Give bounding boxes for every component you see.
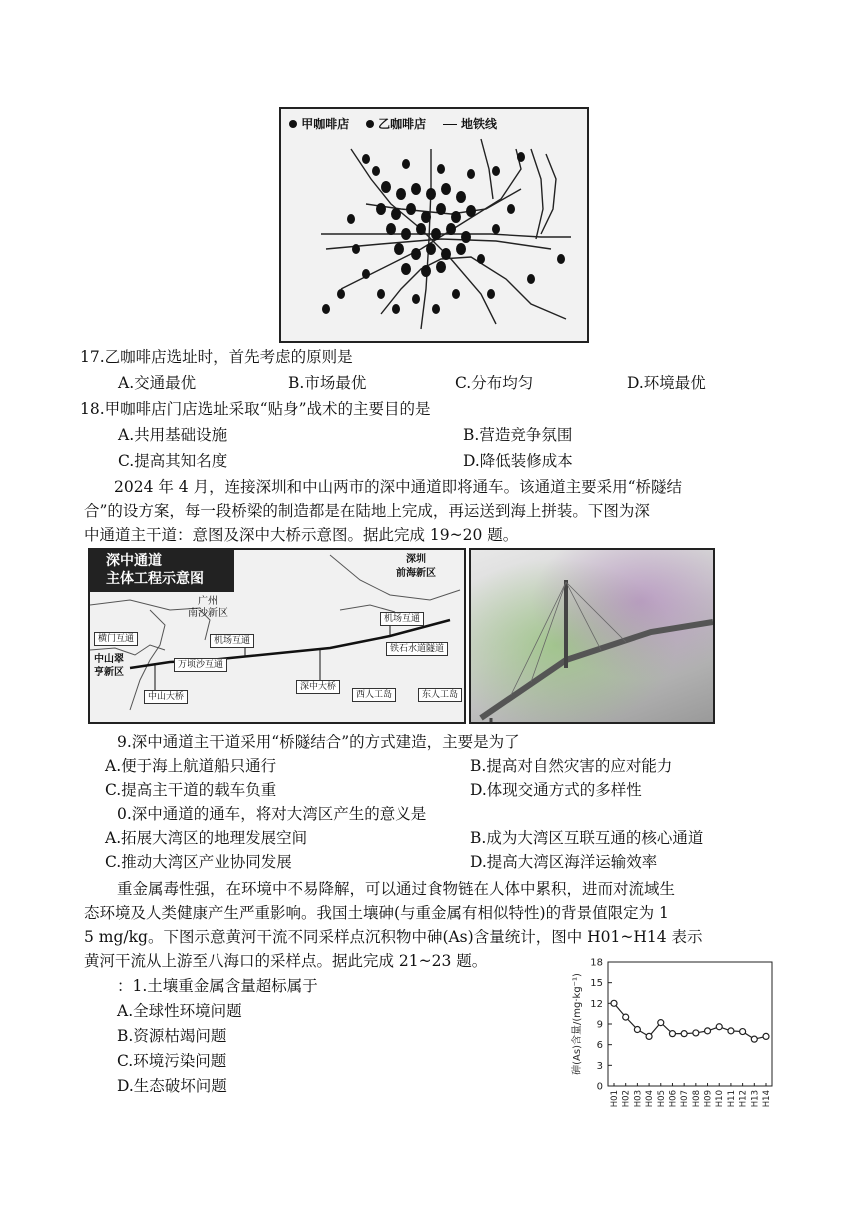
q17-option-b: B.市场最优 <box>288 374 367 392</box>
data-point <box>669 1031 675 1037</box>
q17-option-a: A.交通最优 <box>118 374 197 392</box>
q17-option-c: C.分布均匀 <box>455 374 534 392</box>
data-point <box>740 1029 746 1035</box>
data-point <box>634 1027 640 1033</box>
map2-label-zhongshan-bridge: 中山大桥 <box>144 690 188 704</box>
q20-option-a: A.拓展大湾区的地理发展空间 <box>105 829 308 847</box>
data-point <box>693 1030 699 1036</box>
map2-label-shenzhong-bridge: 深中大桥 <box>296 680 340 694</box>
q18-option-a: A.共用基础设施 <box>118 426 228 444</box>
map2-nansha: 南沙新区 <box>188 608 228 619</box>
coffee-shop-map <box>279 107 589 343</box>
data-point <box>611 1000 617 1006</box>
legend-label-c: 地铁线 <box>461 117 498 131</box>
q21-option-b: B.资源枯竭问题 <box>117 1027 227 1045</box>
q21-stem: ：1.土壤重金属含量超标属于 <box>117 977 318 995</box>
x-tick-label: H14 <box>762 1090 772 1108</box>
x-tick-label: H10 <box>715 1090 726 1108</box>
x-tick-label: H08 <box>691 1090 702 1108</box>
arsenic-line-chart <box>566 954 786 1130</box>
q21-option-d: D.生态破坏问题 <box>117 1077 227 1095</box>
data-point <box>623 1014 629 1020</box>
x-tick-label: H11 <box>726 1090 737 1108</box>
bridge-photo-drawing <box>471 550 713 722</box>
map2-guangzhou: 广州 <box>198 596 218 607</box>
q19-stem: 9.深中通道主干道采用“桥隧结合”的方式建造，主要是为了 <box>117 733 520 751</box>
map2-cuiheng: 亨新区 <box>94 667 124 678</box>
map2-qianhai: 前海新区 <box>396 568 436 579</box>
passage3-line3: 5 mg/kg。下图示意黄河干流不同采样点沉积物中砷(As)含量统计，图中 H01~H14 表示 <box>84 928 703 946</box>
legend-label-b: 乙咖啡店 <box>378 117 427 131</box>
passage3-line2: 态环境及人类健康产生严重影响。我国土壤砷(与重金属有相似特性)的背景值限定为 1 <box>84 904 669 922</box>
y-tick-label: 12 <box>590 998 603 1010</box>
data-point <box>681 1031 687 1037</box>
map2-label-xiren: 西人工岛 <box>352 688 396 702</box>
y-tick-label: 15 <box>590 978 603 990</box>
data-point <box>705 1028 711 1034</box>
data-point <box>728 1028 734 1034</box>
map2-label-dongren: 东人工岛 <box>418 688 462 702</box>
x-tick-label: H01 <box>610 1090 620 1108</box>
y-tick-label: 9 <box>596 1019 603 1031</box>
q18-option-d: D.降低装修成本 <box>463 452 573 470</box>
passage2-line1: 2024 年 4 月，连接深圳和中山两市的深中通道即将通车。该通道主要采用“桥隧结 <box>114 478 683 496</box>
x-tick-label: H04 <box>645 1090 656 1108</box>
passage2-line2: 合”的设方案，每一段桥梁的制造都是在陆地上完成，再运送到海上拼装。下图为深 <box>84 502 650 520</box>
coffee-shop-dots <box>322 152 565 314</box>
q18-option-b: B.营造竞争氛围 <box>463 426 573 444</box>
map2-zhongshan: 中山翠 <box>94 654 124 665</box>
map2-label-tieshi: 铁石水道隧道 <box>386 642 448 656</box>
q20-option-d: D.提高大湾区海洋运输效率 <box>470 853 658 871</box>
q18-stem: 18.甲咖啡店门店选址采取“贴身”战术的主要目的是 <box>80 400 431 418</box>
x-tick-label: H07 <box>680 1090 691 1108</box>
q21-option-a: A.全球性环境问题 <box>117 1002 242 1020</box>
q21-option-c: C.环境污染问题 <box>117 1052 227 1070</box>
x-tick-label: H12 <box>738 1090 749 1108</box>
legend-label-a: 甲咖啡店 <box>301 117 350 131</box>
x-tick-label: H02 <box>621 1090 632 1108</box>
data-point <box>646 1033 652 1039</box>
x-tick-label: H09 <box>703 1090 714 1108</box>
passage3-line4: 黄河干流从上游至八海口的采样点。据此完成 21~23 题。 <box>84 952 488 970</box>
data-point <box>658 1020 664 1026</box>
y-axis-label: 砷(As)含量/(mg·kg⁻¹) <box>572 973 583 1075</box>
shenzhong-bridge-photo <box>469 548 715 724</box>
q19-option-d: D.体现交通方式的多样性 <box>470 781 642 799</box>
x-tick-label: H03 <box>633 1090 644 1108</box>
q18-option-c: C.提高其知名度 <box>118 452 228 470</box>
q19-option-c: C.提高主干道的载车负重 <box>105 781 277 799</box>
passage2-line3: 中通道主干道：意图及深中大桥示意图。据此完成 19~20 题。 <box>84 526 519 544</box>
map2-shenzhen: 深圳 <box>406 554 426 565</box>
q17-option-d: D.环境最优 <box>627 374 706 392</box>
map2-label-hengmen: 横门互通 <box>94 632 138 646</box>
data-point <box>716 1024 722 1030</box>
y-tick-label: 0 <box>596 1081 603 1093</box>
y-tick-label: 18 <box>590 957 603 969</box>
map2-label-jichang: 机场互通 <box>210 634 254 648</box>
q20-stem: 0.深中通道的通车，将对大湾区产生的意义是 <box>117 805 427 823</box>
map2-title-line2: 主体工程示意图 <box>106 571 204 587</box>
map2-label-jichang2: 机场互通 <box>380 612 424 626</box>
q17-stem: 17.乙咖啡店选址时，首先考虑的原则是 <box>80 348 353 366</box>
q20-option-b: B.成为大湾区互联互通的核心通道 <box>470 829 704 847</box>
q19-option-a: A.便于海上航道船只通行 <box>105 757 277 775</box>
shenzhong-link-map <box>88 548 466 724</box>
map2-label-wanqing: 万顷沙互通 <box>174 658 227 672</box>
q20-option-c: C.推动大湾区产业协同发展 <box>105 853 292 871</box>
y-tick-label: 3 <box>596 1060 603 1072</box>
y-tick-label: 6 <box>596 1040 603 1052</box>
passage3-line1: 重金属毒性强，在环境中不易降解，可以通过食物链在人体中累积，进而对流域生 <box>117 880 676 898</box>
coffee-map-drawing <box>281 109 587 341</box>
data-point <box>751 1036 757 1042</box>
q19-option-b: B.提高对自然灾害的应对能力 <box>470 757 673 775</box>
data-point <box>763 1033 769 1039</box>
x-tick-label: H06 <box>668 1090 679 1108</box>
x-tick-label: H05 <box>656 1090 667 1108</box>
x-tick-label: H13 <box>750 1090 761 1108</box>
map2-title-line1: 深中通道 <box>106 553 162 569</box>
